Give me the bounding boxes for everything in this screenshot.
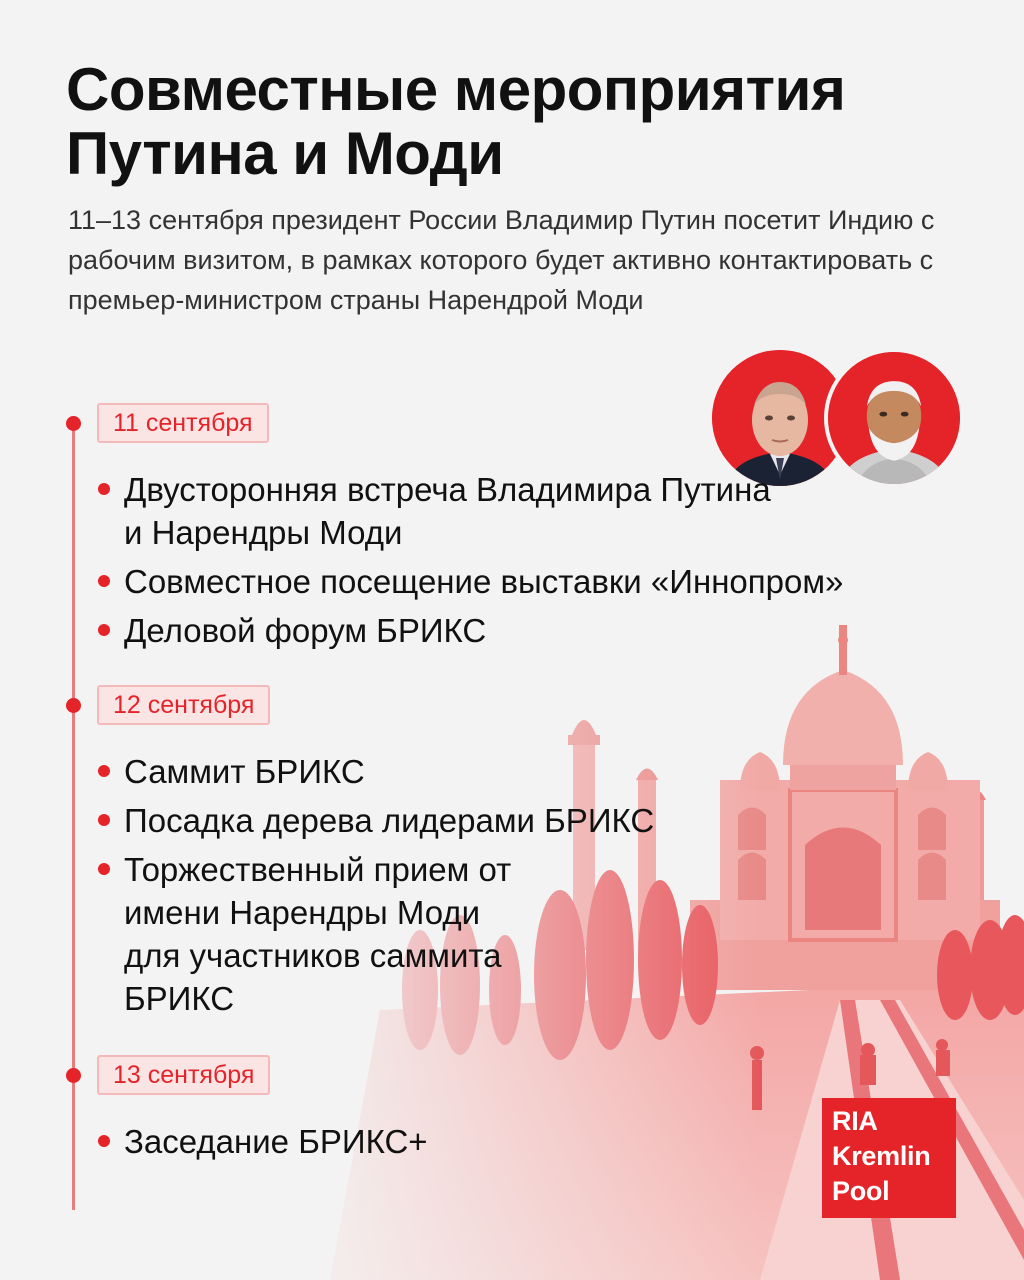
list-item <box>98 848 544 1020</box>
timeline-dot <box>66 416 81 431</box>
ria-kremlin-pool-logo <box>822 1098 956 1218</box>
timeline-dot <box>66 1068 81 1083</box>
event-text: Посадка дерева лидерами БРИКС <box>124 802 655 839</box>
list-item <box>98 750 698 793</box>
list-item <box>98 609 958 652</box>
date-badge: 13 сентября <box>97 1055 270 1095</box>
logo-line-1: RIA <box>832 1106 878 1136</box>
list-item <box>98 468 774 554</box>
event-text: Двусторонняя встреча Владимира Путина и Нарендры Моди <box>124 471 771 551</box>
date-badge: 12 сентября <box>97 685 270 725</box>
event-text: Саммит БРИКС <box>124 753 365 790</box>
bullet-icon <box>98 624 110 636</box>
logo-line-3: Pool <box>832 1176 890 1206</box>
page-title: Совместные мероприятия Путина и Моди <box>66 56 846 187</box>
list-item <box>98 560 958 603</box>
bullet-icon <box>98 765 110 777</box>
modi-portrait <box>824 348 964 488</box>
event-text: Совместное посещение выставки «Иннопром» <box>124 563 844 600</box>
day-1-events <box>98 468 958 658</box>
event-text: Деловой форум БРИКС <box>124 612 487 649</box>
bullet-icon <box>98 483 110 495</box>
bullet-icon <box>98 1135 110 1147</box>
timeline-dot <box>66 698 81 713</box>
bullet-icon <box>98 863 110 875</box>
day-3-events <box>98 1120 698 1169</box>
day-2-events <box>98 750 698 1026</box>
event-text: Заседание БРИКС+ <box>124 1123 428 1160</box>
event-text: Торжественный прием от имени Нарендры Моди для участников саммита БРИКС <box>124 851 512 1017</box>
logo-line-2: Kremlin <box>832 1141 931 1171</box>
list-item <box>98 1120 698 1163</box>
bullet-icon <box>98 814 110 826</box>
page-subtitle: 11–13 сентября президент России Владимир Путин посетит Индию с рабочим визитом, в рамках которого будет активно контактировать с премьер-министром страны Нарендрой Моди <box>68 205 935 315</box>
date-badge: 11 сентября <box>97 403 269 443</box>
bullet-icon <box>98 575 110 587</box>
list-item <box>98 799 698 842</box>
timeline-line <box>72 420 75 1210</box>
